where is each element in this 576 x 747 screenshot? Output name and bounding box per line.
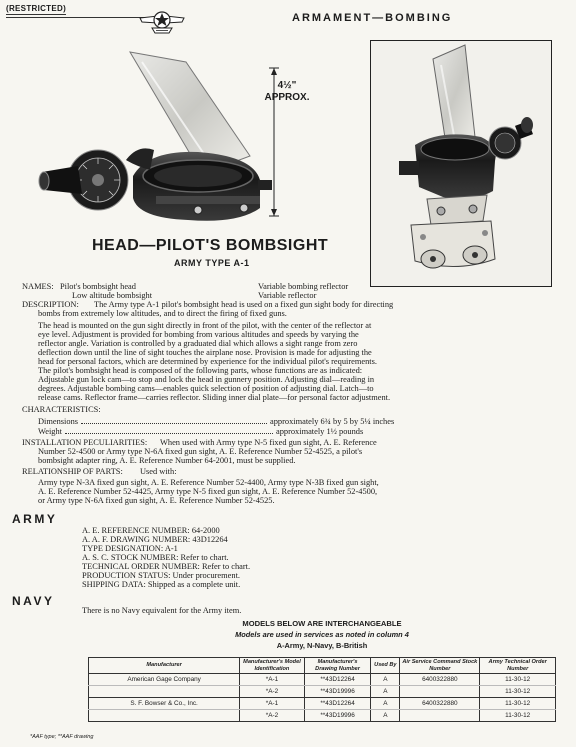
army-field-label: TECHNICAL ORDER NUMBER:	[82, 562, 200, 571]
mounted-bombsight-photo	[371, 41, 551, 286]
table-cell-tech-order: 11-30-12	[480, 698, 556, 710]
names-label: NAMES:	[22, 282, 54, 291]
dimension-label	[262, 80, 312, 104]
installation-line-1: When used with Army type N-5 fixed gun sight, A. E. Reference	[160, 438, 377, 447]
table-cell-model: *A-2	[240, 686, 304, 698]
army-field-technical-order	[82, 562, 250, 571]
leader-dots	[65, 427, 273, 434]
characteristic-dimensions-name: Dimensions	[38, 417, 79, 426]
army-field-label: A. E. REFERENCE NUMBER:	[82, 526, 190, 535]
relationship-label: RELATIONSHIP OF PARTS:	[22, 467, 123, 476]
relationship-line-2: A. E. Reference Number 52-4425, Army type N-5 fixed gun sight, A. E. Reference Number 52-4500,	[38, 487, 378, 496]
army-field-ae-ref	[82, 526, 220, 535]
army-field-production	[82, 571, 240, 580]
installation-label: INSTALLATION PECULIARITIES:	[22, 438, 148, 447]
characteristic-weight-name: Weight	[38, 427, 62, 436]
army-field-value: Refer to chart.	[180, 553, 229, 562]
army-field-value: 43D12264	[192, 535, 228, 544]
description-line-2: bombs from extremely low altitudes, and to direct the firing of fixed guns.	[38, 309, 287, 318]
dimension-value: 4½"	[277, 80, 297, 91]
table-cell-manufacturer	[89, 686, 240, 698]
army-field-value: Shipped as a complete unit.	[147, 580, 241, 589]
army-field-label: SHIPPING DATA:	[82, 580, 146, 589]
description-line-4: eye level. Adjustment is provided for bombing from various altitudes and speeds by varying the	[38, 330, 359, 339]
navy-heading: NAVY	[12, 594, 55, 608]
table-cell-tech-order: 11-30-12	[480, 710, 556, 722]
table-cell-tech-order: 11-30-12	[480, 686, 556, 698]
army-field-value: A-1	[164, 544, 178, 553]
army-field-value: Refer to chart.	[201, 562, 251, 571]
header-rule	[6, 17, 156, 18]
bombsight-head-photo	[38, 48, 288, 238]
dimension-approx: APPROX.	[264, 92, 310, 103]
table-header-drawing: Manufacturer's Drawing Number	[304, 658, 371, 674]
table-header-stock: Air Service Command Stock Number	[400, 658, 480, 674]
table-cell-drawing: **43D12264	[304, 698, 371, 710]
description-line-10: degrees. Adjustable bombing cams—enables quick selection of position of adjusting dial. Latch—to	[38, 384, 374, 393]
models-note-line1: MODELS BELOW ARE INTERCHANGEABLE	[242, 619, 402, 628]
table-cell-drawing: **43D12264	[304, 674, 371, 686]
names-col1-line1: Pilot's bombsight head	[60, 282, 136, 291]
relationship-line-3: or Army type N-6A fixed gun sight, A. E. Reference Number 52-4525.	[38, 496, 275, 505]
names-col2-line1: Variable bombing reflector	[258, 282, 349, 291]
table-cell-stock	[400, 686, 480, 698]
description-label: DESCRIPTION:	[22, 300, 79, 309]
table-row	[89, 710, 556, 722]
characteristic-dimensions-value: approximately 6¾ by 5 by 5¼ inches	[270, 417, 395, 426]
description-line-7: head for personal factors, which are determined by experience for the individual pilot's requirements.	[38, 357, 377, 366]
table-header-row	[89, 658, 556, 674]
table-cell-manufacturer: S. F. Bowser & Co., Inc.	[89, 698, 240, 710]
table-cell-manufacturer	[89, 710, 240, 722]
table-cell-used-by: A	[371, 686, 400, 698]
restricted-stamp: (RESTRICTED)	[6, 4, 67, 13]
table-cell-tech-order: 11-30-12	[480, 674, 556, 686]
table-header-model: Manufacturer's Model Identification	[240, 658, 304, 674]
installation-line-3: bombsight adapter ring, A. E. Reference Number 64-2001, must be supplied.	[38, 456, 296, 465]
army-field-drawing	[82, 535, 228, 544]
table-header-tech-order: Army Technical Order Number	[480, 658, 556, 674]
table-header-used-by: Used By	[371, 658, 400, 674]
section-header: ARMAMENT—BOMBING	[292, 12, 453, 24]
relationship-intro: Used with:	[140, 467, 177, 476]
page-title: HEAD—PILOT'S BOMBSIGHT	[92, 237, 329, 254]
description-line-11: release cams. Reflector frame—carries reflector. Sliding inner dial plate—for personal factor adjustment.	[38, 393, 391, 402]
army-field-label: A. A. F. DRAWING NUMBER:	[82, 535, 191, 544]
description-line-9: Adjustable gun lock cam—to stop and lock the head in gunnery position. Adjusting dial—reading in	[38, 375, 375, 384]
table-cell-used-by: A	[371, 674, 400, 686]
names-col1-line2: Low altitude bombsight	[72, 291, 153, 300]
table-row	[89, 674, 556, 686]
leader-dots	[81, 417, 267, 424]
table-cell-used-by: A	[371, 698, 400, 710]
names-col2-line2: Variable reflector	[258, 291, 317, 300]
army-field-label: TYPE DESIGNATION:	[82, 544, 164, 553]
table-footnote: *AAF type; **AAF drawing	[30, 734, 94, 740]
table-cell-stock: 6400322880	[400, 674, 480, 686]
table-cell-stock: 6400322880	[400, 698, 480, 710]
army-heading: ARMY	[12, 512, 58, 526]
description-line-8: The pilot's bombsight head is composed of the following parts, whose functions are as indicated:	[38, 366, 363, 375]
table-cell-model: *A-1	[240, 674, 304, 686]
installation-line-2: Number 52-4500 or Army type N-6A fixed gun sight, A. E. Reference Number 52-4525, a pilot's	[38, 447, 363, 456]
army-field-value: Under procurement.	[172, 571, 240, 580]
army-field-shipping	[82, 580, 240, 589]
table-cell-model: *A-1	[240, 698, 304, 710]
characteristics-label: CHARACTERISTICS:	[22, 405, 101, 414]
table-cell-stock	[400, 710, 480, 722]
description-line-6: deflection down until the line of sight touches the airplane nose. Provision is made for adjusting the	[38, 348, 372, 357]
mounted-sight-photo-frame	[370, 40, 552, 287]
characteristic-weight	[38, 427, 554, 436]
table-cell-manufacturer: American Gage Company	[89, 674, 240, 686]
page-subtitle: ARMY TYPE A-1	[174, 258, 250, 268]
table-cell-drawing: **43D19996	[304, 686, 371, 698]
table-row	[89, 686, 556, 698]
army-field-stock	[82, 553, 229, 562]
models-note-line2: Models are used in services as noted in column 4	[235, 630, 409, 639]
characteristic-weight-value: approximately 1½ pounds	[275, 427, 364, 436]
description-line-1: The Army type A-1 pilot's bombsight head is used on a fixed gun sight body for directing	[94, 300, 394, 309]
models-note-line3: A-Army, N-Navy, B-British	[276, 641, 368, 650]
army-field-type	[82, 544, 178, 553]
relationship-line-1: Army type N-3A fixed gun sight, A. E. Reference Number 52-4400, Army type N-3B fixed gun sight,	[38, 478, 379, 487]
characteristic-dimensions	[38, 417, 554, 426]
army-field-label: PRODUCTION STATUS:	[82, 571, 171, 580]
table-cell-used-by: A	[371, 710, 400, 722]
winged-star-insignia-icon	[138, 6, 186, 36]
navy-text: There is no Navy equivalent for the Army item.	[82, 606, 242, 615]
description-line-3: The head is mounted on the gun sight directly in front of the pilot, with the center of the reflector at	[38, 321, 372, 330]
table-header-manufacturer: Manufacturer	[89, 658, 240, 674]
table-row	[89, 698, 556, 710]
manufacturer-table	[88, 657, 556, 722]
table-cell-model: *A-2	[240, 710, 304, 722]
table-cell-drawing: **43D19996	[304, 710, 371, 722]
description-line-5: reflector angle. Variation is controlled by a graduated dial which allows a sight range from zero	[38, 339, 358, 348]
army-field-label: A. S. C. STOCK NUMBER:	[82, 553, 179, 562]
army-field-value: 64-2000	[191, 526, 220, 535]
